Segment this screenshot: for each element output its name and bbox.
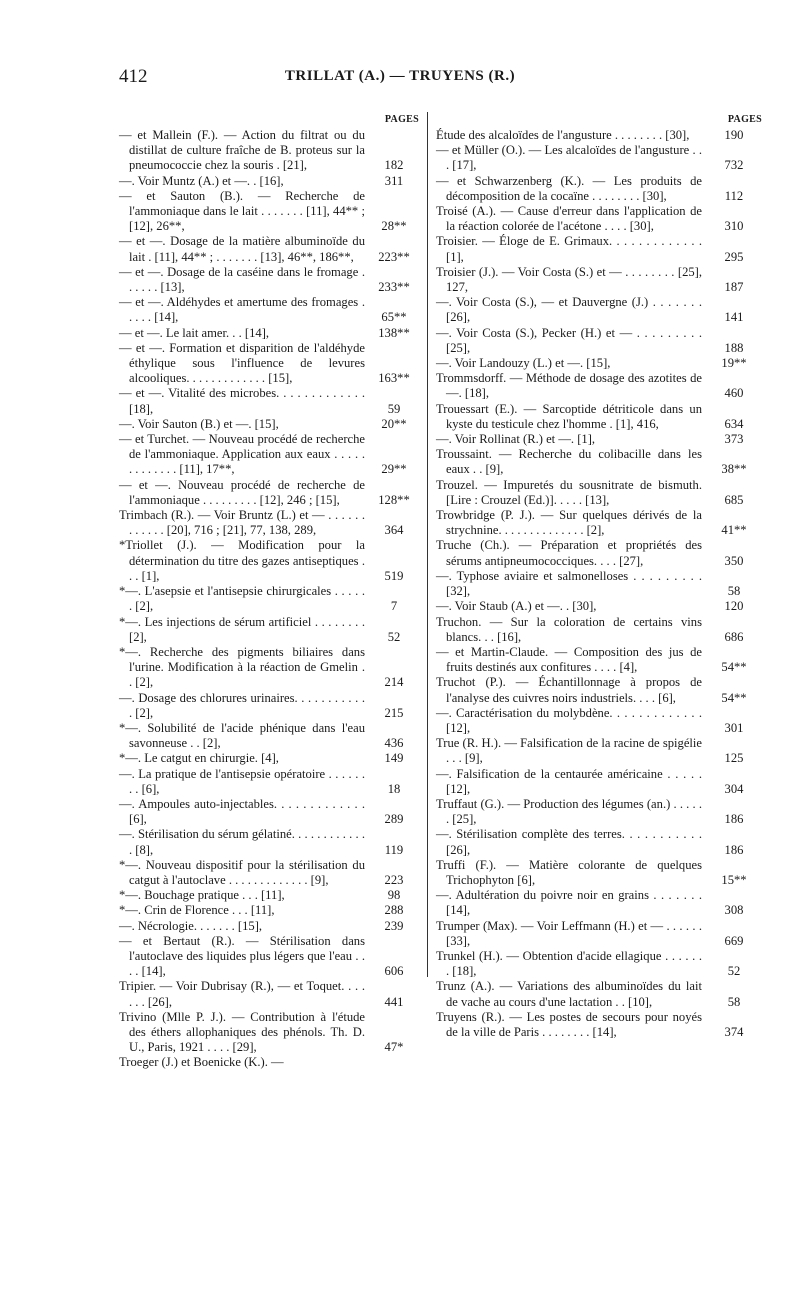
index-entry (119, 584, 419, 614)
index-entry (436, 569, 762, 599)
entry-text: — et —. Formation et disparition de l'aldéhyde éthylique sous l'influence de levures alcooliques. . . . . . . . . . . . . [15], (119, 340, 365, 386)
index-entry (119, 721, 419, 751)
index-entry (436, 234, 762, 264)
entry-page-ref: 125 (724, 751, 744, 766)
index-entry (119, 797, 419, 827)
entry-page-ref: 215 (384, 705, 404, 720)
entry-text: True (R. H.). — Falsification de la racine de spigélie . . . [9], (436, 736, 702, 766)
entry-text: —. Dosage des chlorures urinaires. . . . . . . . . . . . [2], (119, 690, 365, 720)
entry-text: *—. Recherche des pigments biliaires dans l'urine. Modification à la réaction de Gmelin . . [2], (119, 644, 365, 690)
entry-list (119, 128, 419, 1071)
index-entry (119, 934, 419, 980)
entry-page-ref: 98 (387, 888, 401, 903)
entry-text: Trunkel (H.). — Obtention d'acide ellagique . . . . . . . [18], (436, 948, 702, 979)
page-header (0, 66, 800, 96)
entry-page-ref: 29** (381, 462, 407, 477)
entry-page-ref: 186 (724, 842, 744, 857)
entry-text: — et —. Dosage de la caséine dans le fromage . . . . . . [13], (119, 264, 365, 295)
index-entry (119, 751, 419, 766)
page-number: 412 (119, 66, 148, 87)
entry-page-ref: 634 (724, 416, 744, 431)
entry-text: Troisé (A.). — Cause d'erreur dans l'application de la réaction colorée de l'acétone . . . . [30], (436, 204, 702, 234)
index-entry (436, 265, 762, 295)
entry-text: — et Bertaut (R.). — Stérilisation dans l'autoclave des liquides plus légers que l'eau . . . . [14], (119, 933, 365, 979)
entry-page-ref: 128** (378, 492, 410, 507)
index-entry (436, 356, 762, 371)
entry-page-ref: 308 (724, 903, 744, 918)
index-entry (436, 143, 762, 173)
index-entry (119, 234, 419, 264)
entry-page-ref: 20** (381, 416, 407, 431)
entry-page-ref: 311 (384, 173, 404, 188)
entry-page-ref: 65** (381, 310, 407, 325)
entry-text: —. La pratique de l'antisepsie opératoire . . . . . . . . [6], (119, 766, 365, 796)
entry-page-ref: 119 (384, 842, 404, 857)
index-entry (119, 1010, 419, 1056)
entry-text: — et Schwarzenberg (K.). — Les produits de décomposition de la cocaïne . . . . . . . . [30], (436, 173, 702, 203)
index-entry (436, 615, 762, 645)
index-entry (436, 538, 762, 568)
pages-column-heading: PAGES (384, 114, 419, 125)
entry-text: Troeger (J.) et Boenicke (K.). — (119, 1055, 284, 1070)
entry-text: *—. Crin de Florence . . . [11], (119, 903, 275, 918)
entry-page-ref: 182 (384, 158, 404, 173)
entry-text: Trouessart (E.). — Sarcoptide détriticole dans un kyste du testicule chez l'homme . [1], 416, (436, 401, 702, 431)
index-entry (119, 645, 419, 691)
left-column (119, 112, 419, 1071)
index-entry (119, 888, 419, 903)
pages-column-heading: PAGES (727, 114, 762, 125)
index-entry (119, 508, 419, 538)
entry-page-ref: 233** (378, 280, 410, 295)
entry-page-ref: 310 (724, 219, 744, 234)
entry-page-ref: 52 (387, 629, 401, 644)
entry-text: Trowbridge (P. J.). — Sur quelques dérivés de la strychnine. . . . . . . . . . . . . . [2], (436, 508, 702, 538)
entry-text: *—. Nouveau dispositif pour la stérilisation du catgut à l'autoclave . . . . . . . . . . . . . [9], (119, 857, 365, 887)
index-entry (436, 827, 762, 857)
index-entry (436, 478, 762, 508)
entry-text: —. Nécrologie. . . . . . . [15], (119, 918, 263, 933)
index-entry (436, 888, 762, 918)
entry-text: —. Voir Costa (S.), — et Dauvergne (J.) . . . . . . . [26], (436, 295, 702, 325)
entry-text: Trivino (Mlle P. J.). — Contribution à l'étude des éthers allophaniques des phénols. Th. D. U., Paris, 1921 . . . . [29], (119, 1009, 365, 1055)
entry-text: Troisier (J.). — Voir Costa (S.) et — . . . . . . . . [25], 127, (436, 264, 702, 295)
index-entry (436, 432, 762, 447)
index-entry (436, 736, 762, 766)
index-entry (119, 1055, 419, 1070)
entry-text: —. Stérilisation complète des terres. . . . . . . . . . . [26], (436, 827, 702, 857)
index-entry (436, 447, 762, 477)
index-entry (119, 919, 419, 934)
entry-text: — et Müller (O.). — Les alcaloïdes de l'angusture . . . [17], (436, 143, 702, 173)
index-entry (119, 858, 419, 888)
entry-page-ref: 15** (721, 872, 747, 887)
index-entry (436, 645, 762, 675)
index-entry (119, 174, 419, 189)
index-entry (436, 174, 762, 204)
entry-page-ref: 47* (384, 1040, 404, 1055)
entry-page-ref: 460 (724, 386, 744, 401)
entry-page-ref: 239 (384, 918, 404, 933)
index-entry (436, 295, 762, 325)
entry-text: Trommsdorff. — Méthode de dosage des azotites de —. [18], (436, 371, 702, 401)
entry-text: *—. Solubilité de l'acide phénique dans l'eau savonneuse . . [2], (119, 720, 365, 751)
entry-page-ref: 138** (378, 325, 410, 340)
entry-page-ref: 54** (721, 660, 747, 675)
entry-page-ref: 436 (384, 736, 404, 751)
index-entry (119, 386, 419, 416)
index-entry (119, 538, 419, 584)
index-entry (436, 204, 762, 234)
index-entry (119, 691, 419, 721)
entry-text: —. Voir Sauton (B.) et —. [15], (119, 416, 279, 431)
entry-text: Truffaut (G.). — Production des légumes (an.) . . . . . . [25], (436, 796, 702, 827)
column-divider (427, 112, 428, 977)
index-entry (119, 326, 419, 341)
index-entry (436, 858, 762, 888)
index-entry (436, 326, 762, 356)
entry-list (436, 128, 762, 1040)
entry-page-ref: 188 (724, 340, 744, 355)
index-entry (119, 615, 419, 645)
index-entry (436, 949, 762, 979)
entry-page-ref: 301 (724, 720, 744, 735)
index-entry (119, 417, 419, 432)
entry-text: —. Falsification de la centaurée américaine . . . . . [12], (436, 766, 702, 796)
index-entry (436, 128, 762, 143)
entry-page-ref: 52 (727, 964, 741, 979)
entry-text: Étude des alcaloïdes de l'angusture . . . . . . . . [30], (436, 128, 690, 142)
entry-page-ref: 289 (384, 812, 404, 827)
entry-page-ref: 374 (724, 1024, 744, 1039)
entry-text: —. Adultération du poivre noir en grains . . . . . . . [14], (436, 888, 702, 918)
entry-page-ref: 41** (721, 523, 747, 538)
entry-page-ref: 149 (384, 751, 404, 766)
entry-text: — et Turchet. — Nouveau procédé de recherche de l'ammoniaque. Application aux eaux . . . . . . . . . . . . . [11], 17**, (119, 432, 365, 477)
index-entry (436, 599, 762, 614)
entry-text: Trumper (Max). — Voir Leffmann (H.) et — . . . . . . [33], (436, 918, 702, 948)
index-entry (436, 767, 762, 797)
index-entry (436, 979, 762, 1009)
index-entry (119, 128, 419, 174)
entry-text: Troisier. — Éloge de E. Grimaux. . . . . . . . . . . . . [1], (436, 234, 702, 264)
entry-text: Trimbach (R.). — Voir Bruntz (L.) et — . . . . . . . . . . . . [20], 716 ; [21], 77, 138, 289, (119, 508, 365, 538)
entry-page-ref: 441 (384, 994, 404, 1009)
entry-text: Trouzel. — Impuretés du sousnitrate de bismuth. [Lire : Crouzel (Ed.)]. . . . . [13], (436, 477, 702, 507)
entry-text: — et Mallein (F.). — Action du filtrat ou du distillat de culture fraîche de B. proteus sur la pneumococcie chez la souris . [21], (119, 128, 365, 173)
entry-text: *—. L'asepsie et l'antisepsie chirurgicales . . . . . . [2], (119, 584, 365, 614)
entry-text: —. Voir Costa (S.), Pecker (H.) et — . . . . . . . . . [25], (436, 325, 702, 355)
index-entry (119, 827, 419, 857)
index-entry (436, 508, 762, 538)
entry-text: Truffi (F.). — Matière colorante de quelques Trichophyton [6], (436, 857, 702, 887)
entry-page-ref: 519 (384, 568, 404, 583)
entry-text: *—. Les injections de sérum artificiel . . . . . . . . [2], (119, 614, 365, 644)
entry-text: Troussaint. — Recherche du colibacille dans les eaux . . [9], (436, 447, 702, 477)
entry-text: —. Voir Rollinat (R.) et —. [1], (436, 432, 596, 447)
entry-page-ref: 304 (724, 781, 744, 796)
entry-text: —. Ampoules auto-injectables. . . . . . . . . . . . . [6], (119, 796, 365, 827)
entry-page-ref: 732 (724, 158, 744, 173)
entry-page-ref: 685 (724, 492, 744, 507)
entry-text: Tripier. — Voir Dubrisay (R.), — et Toquet. . . . . . . [26], (119, 979, 365, 1009)
entry-page-ref: 686 (724, 629, 744, 644)
entry-text: — et —. Dosage de la matière albuminoïde du lait . [11], 44** ; . . . . . . . [13], 46**, 186**, (119, 234, 365, 264)
entry-text: — et Sauton (B.). — Recherche de l'ammoniaque dans le lait . . . . . . . [11], 44** ; [12], 26**, (119, 188, 365, 234)
entry-text: — et —. Le lait amer. . . [14], (119, 325, 270, 340)
entry-text: — et —. Aldéhydes et amertume des fromages . . . . . [14], (119, 295, 365, 325)
entry-page-ref: 350 (724, 553, 744, 568)
entry-text: —. Stérilisation du sérum gélatiné. . . . . . . . . . . . . [8], (119, 827, 365, 857)
running-title: TRILLAT (A.) — TRUYENS (R.) (284, 68, 516, 84)
entry-page-ref: 28** (381, 219, 407, 234)
entry-page-ref: 187 (724, 280, 744, 295)
entry-text: —. Caractérisation du molybdène. . . . . . . . . . . . . [12], (436, 705, 702, 735)
entry-page-ref: 288 (384, 903, 404, 918)
entry-text: *Triollet (J.). — Modification pour la détermination du titre des gazes antiseptiques . . . [1], (119, 538, 365, 583)
index-entry (436, 706, 762, 736)
entry-page-ref: 7 (390, 599, 398, 614)
entry-text: *—. Le catgut en chirurgie. [4], (119, 751, 279, 766)
entry-page-ref: 214 (384, 675, 404, 690)
entry-page-ref: 669 (724, 933, 744, 948)
entry-page-ref: 120 (724, 599, 744, 614)
entry-page-ref: 364 (384, 523, 404, 538)
entry-text: Truchon. — Sur la coloration de certains vins blancs. . . [16], (436, 614, 702, 644)
entry-page-ref: 186 (724, 812, 744, 827)
index-entry (436, 371, 762, 401)
entry-page-ref: 373 (724, 432, 744, 447)
entry-page-ref: 606 (384, 964, 404, 979)
index-entry (119, 265, 419, 295)
index-entry (119, 767, 419, 797)
entry-text: Trunz (A.). — Variations des albuminoïdes du lait de vache au cours d'une lactation . . [10], (436, 979, 702, 1009)
index-entry (119, 979, 419, 1009)
entry-page-ref: 163** (378, 371, 410, 386)
entry-text: —. Voir Muntz (A.) et —. . [16], (119, 173, 284, 188)
index-entry (119, 432, 419, 478)
index-entry (436, 1010, 762, 1040)
right-column (436, 112, 762, 1040)
index-entry (119, 341, 419, 387)
entry-page-ref: 223 (384, 872, 404, 887)
entry-page-ref: 141 (724, 310, 744, 325)
entry-text: —. Voir Staub (A.) et —. . [30], (436, 599, 597, 614)
entry-page-ref: 295 (724, 249, 744, 264)
entry-page-ref: 190 (724, 128, 744, 142)
entry-text: — et —. Nouveau procédé de recherche de l'ammoniaque . . . . . . . . . [12], 246 ; [15], (119, 477, 365, 507)
entry-text: *—. Bouchage pratique . . . [11], (119, 888, 285, 903)
entry-text: — et —. Vitalité des microbes. . . . . . . . . . . . . [18], (119, 386, 365, 416)
entry-page-ref: 112 (724, 188, 744, 203)
index-entry (119, 903, 419, 918)
entry-text: —. Voir Landouzy (L.) et —. [15], (436, 356, 611, 371)
entry-page-ref: 223** (378, 249, 410, 264)
entry-page-ref: 58 (727, 994, 741, 1009)
index-entry (436, 675, 762, 705)
entry-text: Truchot (P.). — Échantillonnage à propos de l'analyse des cuivres noirs industriels. . . . [6], (436, 675, 702, 705)
entry-page-ref: 58 (727, 584, 741, 599)
index-entry (436, 919, 762, 949)
index-entry (119, 295, 419, 325)
entry-text: Truche (Ch.). — Préparation et propriétés des sérums antipneumococciques. . . . [27], (436, 538, 702, 568)
entry-page-ref: 54** (721, 690, 747, 705)
entry-text: — et Martin-Claude. — Composition des jus de fruits destinés aux confitures . . . . [4], (436, 644, 702, 675)
entry-page-ref: 38** (721, 462, 747, 477)
entry-text: Truyens (R.). — Les postes de secours pour noyés de la ville de Paris . . . . . . . . [14], (436, 1009, 702, 1039)
entry-page-ref: 18 (387, 781, 401, 796)
index-entry (119, 189, 419, 235)
index-entry (436, 797, 762, 827)
index-entry (119, 478, 419, 508)
index-entry (436, 402, 762, 432)
entry-page-ref: 59 (387, 401, 401, 416)
entry-page-ref: 19** (721, 356, 747, 371)
entry-text: —. Typhose aviaire et salmonelloses . . . . . . . . . [32], (436, 568, 702, 599)
